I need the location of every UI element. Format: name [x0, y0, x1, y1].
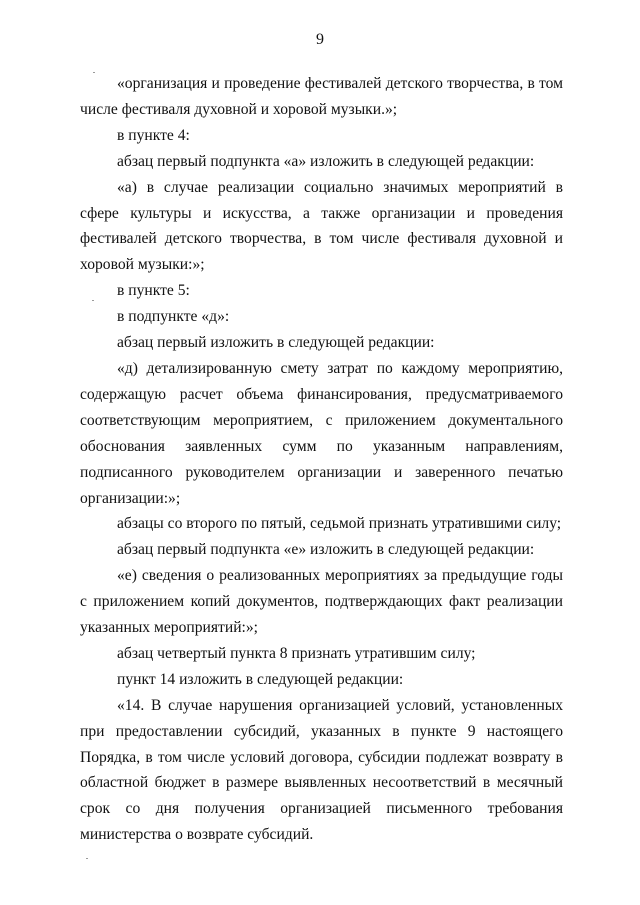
scan-speck: [86, 858, 88, 859]
paragraph-subpoint-d: в подпункте «д»:: [117, 308, 230, 326]
paragraph-subpoint-a-text: «а) в случае реализации социально значимых мероприятий в сфере культуры и искусства, а также организации и проведения фестивалей детского творчества, в том числе фестиваля духовной и хоровой музыки:»;: [80, 178, 563, 274]
page-number: 9: [316, 31, 324, 48]
scan-speck: [93, 72, 95, 73]
scan-speck: [92, 300, 94, 301]
paragraph-point-8-lost-force: абзац четвертый пункта 8 признать утратившим силу;: [117, 644, 476, 662]
paragraph-subpoint-a-instruction: абзац первый подпункта «а» изложить в следующей редакции:: [117, 152, 535, 170]
paragraph-subpoint-e-instruction: абзац первый подпункта «е» изложить в следующей редакции:: [117, 541, 535, 559]
paragraph-festival-quote: «организация и проведение фестивалей детского творчества, в том числе фестиваля духовной и хоровой музыки.»;: [80, 75, 563, 118]
paragraph-point-14-text: «14. В случае нарушения организацией условий, установленных при предоставлении субсидий, указанных в пункте 9 настоящего Порядка, в том числе условий договора, субсидии подлежат возврату в областной бюджет в размере выявленных несоответствий в месячный срок со дня получения организацией письменного требования министерства о возврате субсидий.: [80, 696, 563, 844]
paragraph-point-5: в пункте 5:: [117, 282, 190, 300]
document-body: [80, 71, 563, 848]
paragraph-point-14-instruction: пункт 14 изложить в следующей редакции:: [117, 670, 404, 688]
paragraph-abzacy-lost-force: абзацы со второго по пятый, седьмой признать утратившими силу;: [117, 515, 562, 533]
paragraph-first-abzac-instruction: абзац первый изложить в следующей редакции:: [117, 334, 435, 352]
paragraph-subpoint-e-text: «е) сведения о реализованных мероприятиях за предыдущие годы с приложением копий документов, подтверждающих факт реализации указанных мероприятий:»;: [80, 567, 563, 637]
paragraph-subpoint-d-text: «д) детализированную смету затрат по каждому мероприятию, содержащую расчет объема финансирования, предусматриваемого соответствующим мероприятием, с приложением документального обоснования заявленных сумм по указанным направлениям, подписанного руководителем организации и заверенного печатью организации:»;: [80, 359, 563, 507]
paragraph-point-4: в пункте 4:: [117, 126, 190, 144]
